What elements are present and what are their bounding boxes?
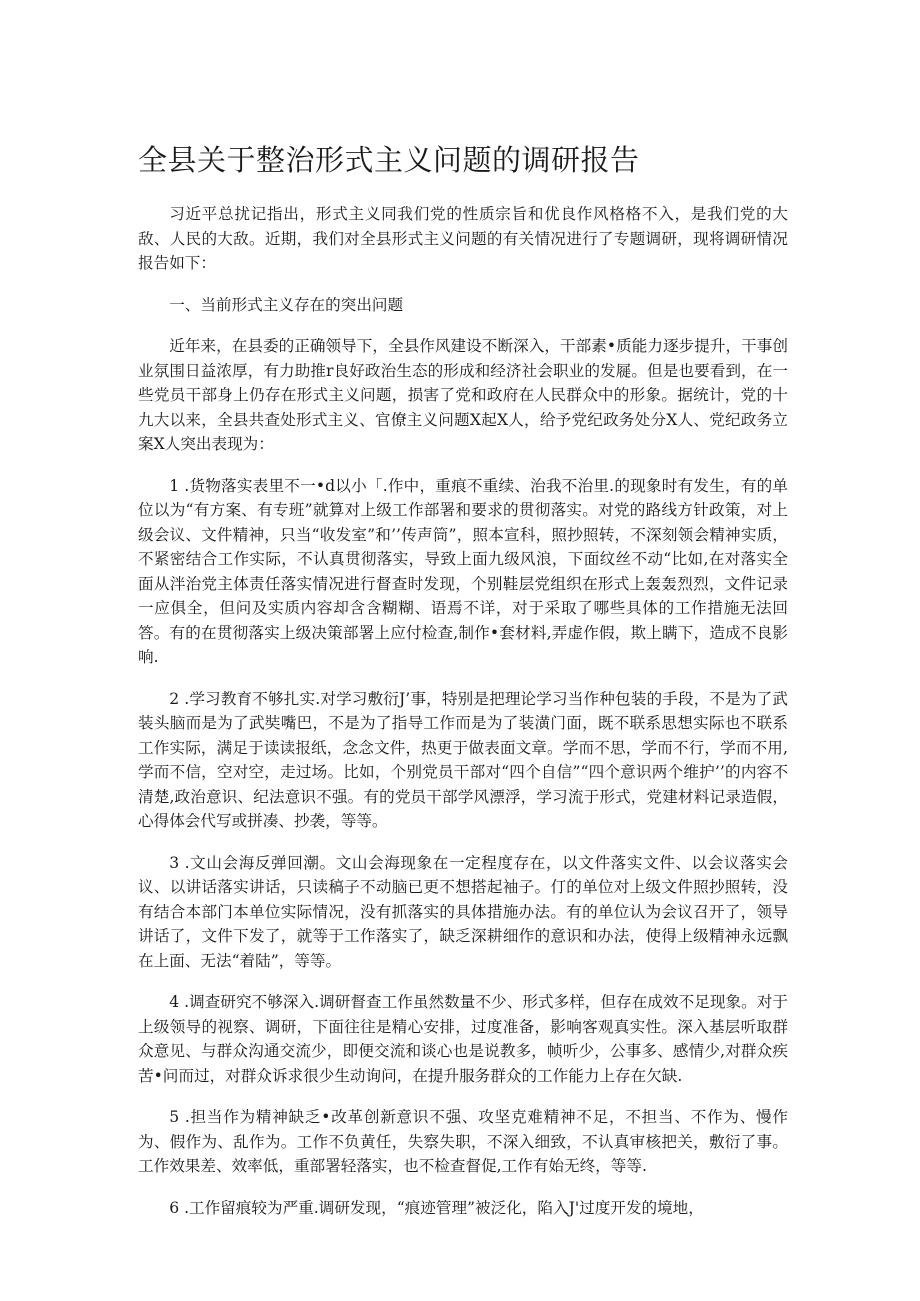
section-heading: 一、当前形式主义存在的突出问题 bbox=[169, 295, 404, 314]
document-page bbox=[138, 140, 788, 1237]
summary-paragraph: 近年来，在县委的正确领导下，全县作风建设不断深入，干部素•质能力逐步提升，干事创业氛围日益浓厚，有力助推r良好政治生态的形成和经济社会职业的发屣。但是也要看到，在一些党员干部身上仍存在形式主义问题，损害了党和政府在人民群众中的形象。据统计，党的十九大以来，全县共查处形式主义、官僚主义问题X起X人，给予党纪政务处分X人、党纪政务立案X人突出表现为： bbox=[138, 337, 788, 453]
list-item: 5 .担当作为精神缺乏•改革创新意识不强、攻坚克难精神不足，不担当、不作为、慢作为、假作为、乱作为。工作不负黄任，失察失职，不深入细致，不认真审核把关，敷衍了事。工作效果差、效率低，重部署轻落实，也不检查督促,工作有始无终，等等. bbox=[138, 1108, 788, 1175]
document-title: 全县关于整治形式主义问题的调研报告 bbox=[138, 143, 640, 177]
list-item: 2 .学习教育不够扎实.对学习敷衍J’事，特别是把理论学习当作种包装的手段，不是为了武装头脑而是为了武奘嘴巴，不是为了指导工作而是为了装潢门面，既不联系思想实际也不联系工作实际，满足于读读报纸，念念文件，热更于做表面文章。学而不思，学而不行，学而不用,学而不信，空对空，走过场。比如，个别党员干部对“四个自信”“四个意识两个维护’’的内容不清楚,政治意识、纪法意识不强。有的党员干部学风漂浮，学习流于形式，党建材料记录造假，心得体会代写或拼凑、抄袭，等等。 bbox=[138, 689, 788, 830]
intro-paragraph: 习近平总扰记指出，形式主义同我们党的性质宗旨和优良作风格格不入，是我们党的大敌、人民的大敌。近期，我们对全县形式主义问题的有关情况进行了专题调研，现将调研情况报告如下： bbox=[138, 205, 788, 272]
list-item: 1 .货物落实表里不一•d以小「.作中，重痕不重续、治我不治里.的现象时有发生，有的单位以为“有方案、有专班”就算对上级工作部署和要求的贯彻落实。对党的路线方针政策，对上级会议、文件精神，只当“收发室”和’’传声筒”，照本宣科，照抄照转，不深刻领会精神实质，不紧密结合工作实际，不认真贯彻落实，导致上面九级风浪，下面纹丝不动“比如,在对落实全面从泮治党主体责任落实情况进行督查时发现，个别鞋层党组织在形式上轰轰烈烈，文件记录一应俱全，但问及实质内容却含含糊糊、语焉不详，对于采取了哪些具体的工作措施无法回答。有的在贯彻落实上级决策部署上应付检查,制作•套材料,弄虚作假，欺上瞒下，造成不良影响. bbox=[138, 476, 788, 666]
list-item: 6 .工作留痕较为严重.调研发现，“痕迹管理”被泛化，陷入J'过度开发的境地， bbox=[169, 1198, 704, 1217]
list-item: 4 .调查研究不够深入.调研督查工作虽然数量不少、形式多样，但存在成效不足现象。对于上级领导的视察、调研，下面往往是精心安排，过度准备，影响客观真实性。深入基层听取群众意见、与群众沟通交流少，即便交流和谈心也是说教多，帧听少，公事多、感情少,对群众疾苦•问而过，对群众诉求很少生动询问，在提升服务群众的工作能力上存在欠缺. bbox=[138, 993, 788, 1085]
list-item: 3 .文山会海反弹回潮。文山会海现象在一定程度存在，以文件落实文件、以会议落实会议、以讲话落实讲话，只读稿子不动脑已更不想搭起袖子。仃的单位对上级文件照抄照转，没有结合本部门本单位实际情况，没有抓落实的具体措施办法。有的单位认为会议召开了，领导讲话了，文件下发了，就等于工作落实了，缺乏深耕细作的意识和办法，使得上级精神永远飘在上面、无法“着陆”，等等。 bbox=[138, 853, 788, 970]
